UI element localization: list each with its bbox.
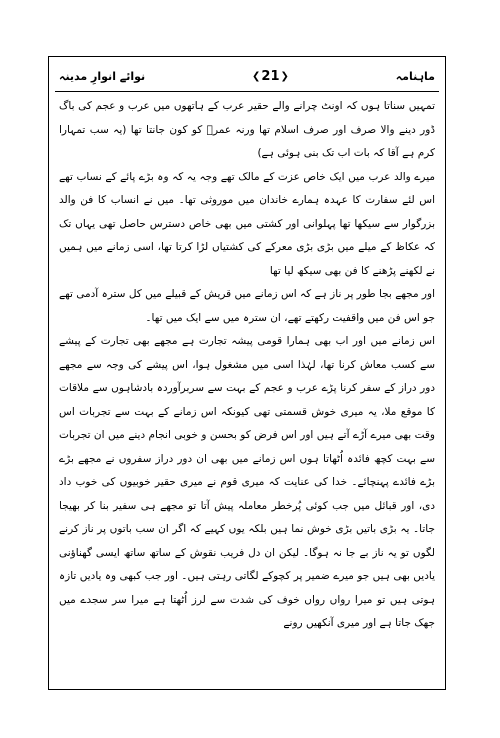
page-number: 21 — [261, 68, 280, 84]
left-ornament-icon: ❮ — [252, 70, 261, 82]
paragraph: اس زمانے میں اور اب بھی ہمارا قومی پیشہ تجارت ہے مجھے بھی تجارت کے پیشے سے کسب معاش کرنا تھا، لہٰذا اسی میں مشغول ہوا، اس پیشے کی وجہ سے مجھے دور دراز کے سفر کرنا پڑے عرب و عجم کے بہت سے سربرآوردہ بادشاہوں سے ملاقات کا موقع ملا، یہ میری خوش قسمتی تھی کیونکہ اس زمانے کے بہت سے تجربات اس وقت بھی میرے آڑے آتے ہیں اور اس فرض کو بحسن و خوبی انجام دینے میں ان تجربات سے بہت کچھ فائدہ اُٹھاتا ہوں اس زمانے میں بھی ان دور دراز سفروں نے مجھے بڑے بڑے فائدے پہنچائے۔ خدا کی عنایت کہ میری قوم نے میری حقیر خوبیوں کی خوب داد دی، اور قبائل میں جب کوئی پُرخطر معاملہ پیش آتا تو مجھے ہی سفیر بنا کر بھیجا جاتا۔ یہ بڑی باتیں بڑی خوش نما ہیں بلکہ یوں کہیے کہ اگر ان سب باتوں پر ناز کرنے لگوں تو یہ ناز بے جا نہ ہوگا۔ لیکن ان دل فریب نقوش کے ساتھ ساتھ ایسی گھناؤنی یادیں بھی ہیں جو میرے ضمیر پر کچوکے لگاتی رہتی ہیں۔ اور جب کبھی وہ یادیں تازہ ہوتی ہیں تو میرا رواں رواں خوف کی شدت سے لرز اُٹھتا ہے میرا سر سجدے میں جھک جاتا ہے اور میری آنکھیں رونے — [59, 335, 435, 629]
magazine-label: ماہنامہ — [395, 69, 435, 83]
page-number-box — [252, 69, 289, 84]
right-ornament-icon: ❯ — [280, 70, 289, 82]
page-frame — [48, 56, 446, 690]
page-header — [59, 61, 435, 91]
header-divider — [55, 91, 439, 92]
paragraph: میرے والد عرب میں ایک خاص عزت کے مالک تھے وجہ یہ کہ وہ بڑے پائے کے نساب تھے اس لئے سفارت کا عہدہ ہمارے خاندان میں موروثی تھا۔ میں نے انساب کا فن والد بزرگوار سے سیکھا تھا پہلوانی اور کشتی میں بھی خاص دسترس حاصل تھی یہاں تک کہ عکاظ کے میلے میں بڑی بڑی معرکے کی کشتیاں لڑا کرتا تھا، اسی زمانے میں ہمیں نے لکھنے پڑھنے کا فن بھی سیکھ لیا تھا — [59, 170, 435, 277]
magazine-title: نوائے انوارِ مدینہ — [59, 69, 146, 83]
paragraph: اور مجھے بجا طور پر ناز ہے کہ اس زمانے میں قریش کے قبیلے میں کل سترہ آدمی تھے جو اس فن میں واقفیت رکھتے تھے، ان سترہ میں سے ایک میں تھا۔ — [59, 288, 435, 324]
page-body — [59, 95, 435, 683]
paragraph: تمہیں سناتا ہوں کہ اونٹ چرانے والے حقیر عرب کے ہاتھوں میں عرب و عجم کی باگ ڈور دینے والا صرف اور صرف اسلام تھا ورنہ عمرؓ کو کون جانتا تھا (یہ سب تمہارا کرم ہے آقا کہ بات اب تک بنی ہوئی ہے) — [59, 100, 435, 159]
